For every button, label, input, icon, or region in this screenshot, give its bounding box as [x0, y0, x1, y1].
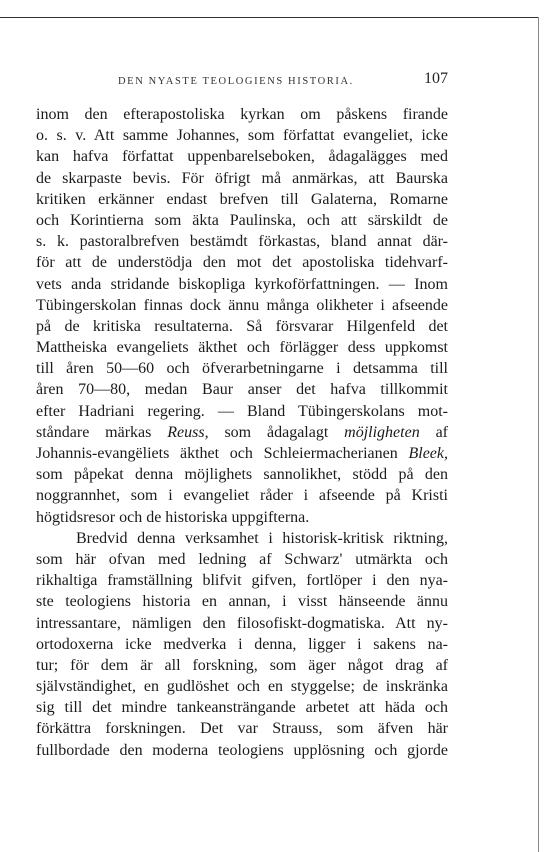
top-border-line	[0, 17, 538, 18]
text-line	[36, 422, 448, 443]
text-line: självständighet, en gudlöshet och en styggelse; de inskränka	[36, 678, 448, 696]
text-line: vets anda stridande biskopliga kyrkoförfattningen. — Inom	[36, 275, 448, 293]
text-line: Tübingerskolan finnas dock ännu många olikheter i afseende	[36, 296, 448, 314]
text-fragment: ståndare märkas	[36, 423, 168, 441]
right-border-line	[538, 17, 539, 852]
page-number: 107	[424, 70, 448, 87]
text-line: och Korintierna som äkta Paulinska, och att särskildt de	[36, 211, 448, 229]
text-line: noggrannhet, som i evangeliet råder i afseende på Kristi	[36, 487, 448, 505]
text-line: ortodoxerna icke medverka i denna, ligger i sakens na-	[36, 635, 448, 653]
running-title: DEN NYASTE TEOLOGIENS HISTORIA.	[118, 76, 354, 87]
italic-name-reuss: Reuss,	[167, 423, 209, 441]
text-line: på de kritiska resultaterna. Så försvarar Hilgenfeld det	[36, 317, 448, 335]
text-line: intressantare, nämligen den filosofiskt-dogmatiska. Att ny-	[36, 614, 448, 632]
paragraph-first-line: Bredvid denna verksamhet i historisk-kritisk riktning,	[76, 529, 448, 547]
text-line: åren 70—80, medan Baur anser det hafva tillkommit	[36, 381, 448, 399]
text-fragment: som ådagalagt	[208, 423, 345, 441]
text-fragment: Johannis-evangëliets äkthet och Schleiermacherianen	[36, 445, 409, 462]
text-line: efter Hadriani regering. — Bland Tübingerskolans mot-	[36, 402, 448, 420]
text-line: högtidsresor och de historiska uppgifterna.	[36, 508, 310, 526]
text-line: fullbordade den moderna teologiens upplösning och gjorde	[36, 741, 448, 759]
text-line: o. s. v. Att samme Johannes, som författat evangeliet, icke	[36, 127, 448, 145]
text-line: som här ofvan med ledning af Schwarz' utmärkta och	[36, 550, 448, 568]
text-line: sig till det mindre tankeansträngande arbetet att häda och	[36, 699, 448, 717]
text-line: s. k. pastoralbrefven bestämdt förkastas, bland annat där-	[36, 233, 448, 251]
text-line: de skarpaste bevis. För öfrigt må anmärkas, att Baurska	[36, 169, 448, 187]
text-line: kritiken erkänner endast brefven till Galaterna, Romarne	[36, 190, 448, 208]
text-line: som påpekat denna möjlighets sannolikhet, stödd på den	[36, 466, 448, 484]
text-line: förkättra forskningen. Det var Strauss, som äfven här	[36, 720, 448, 738]
body-text	[36, 104, 448, 761]
text-line: till åren 50—60 och öfverarbetningarne i detsamma till	[36, 360, 448, 378]
italic-term: möjligheten	[344, 423, 420, 441]
text-line	[36, 443, 448, 464]
text-line: kan hafva författat uppenbarelseboken, ådagalägges med	[36, 148, 448, 166]
text-line: för att de understödja den mot det apostoliska tidehvarf-	[36, 254, 448, 272]
text-line: Mattheiska evangeliets äkthet och förlägger dess uppkomst	[36, 339, 448, 357]
text-line: rikhaltiga framställning blifvit gifven, fortlöper i den nya-	[36, 572, 448, 590]
italic-name-bleek: Bleek,	[408, 445, 448, 462]
text-line: inom den efterapostoliska kyrkan om påskens firande	[36, 106, 448, 123]
text-fragment: af	[419, 423, 448, 441]
text-line: ste teologiens historia en annan, i visst hänseende ännu	[36, 593, 448, 611]
text-line: tur; för dem är all forskning, som äger något drag af	[36, 656, 448, 674]
